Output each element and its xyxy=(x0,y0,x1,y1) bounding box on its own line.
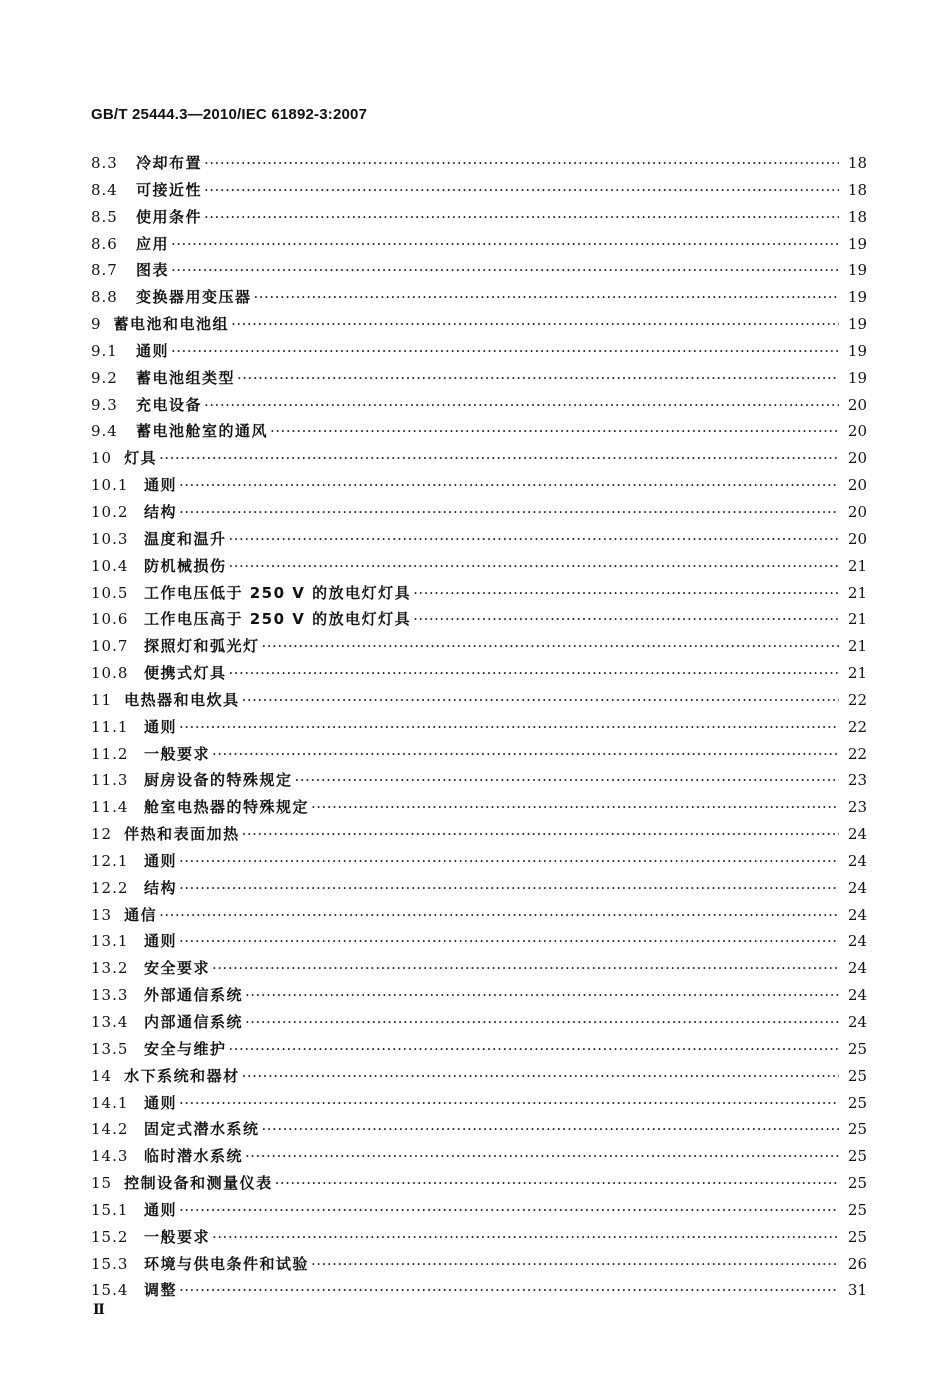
toc-entry-title: 安全与维护 xyxy=(144,1039,227,1058)
toc-entry[interactable] xyxy=(91,420,867,447)
toc-entry-number: 8.7 xyxy=(91,261,118,280)
toc-entry-page: 20 xyxy=(847,476,867,495)
dot-leader xyxy=(254,288,839,306)
toc-entry-title: 控制设备和测量仪表 xyxy=(124,1174,273,1193)
toc-entry-title: 蓄电池和电池组 xyxy=(113,315,230,334)
toc-entry-page: 20 xyxy=(847,422,867,441)
toc-entry[interactable] xyxy=(91,984,867,1011)
toc-entry-number: 15.2 xyxy=(91,1227,129,1246)
toc-entry[interactable] xyxy=(91,582,867,609)
toc-entry-page: 21 xyxy=(847,637,867,656)
toc-entry-number: 14.2 xyxy=(91,1120,129,1139)
dot-leader xyxy=(212,1228,839,1246)
document-code-header: GB/T 25444.3—2010/IEC 61892-3:2007 xyxy=(91,106,368,123)
toc-entry-number: 9.1 xyxy=(91,341,118,360)
toc-entry-number: 11.3 xyxy=(91,771,129,790)
toc-entry[interactable] xyxy=(91,689,867,716)
toc-entry-number: 8.6 xyxy=(91,234,118,253)
toc-entry-title: 外部通信系统 xyxy=(144,986,244,1005)
dot-leader xyxy=(179,718,839,736)
toc-entry-number: 15.4 xyxy=(91,1281,129,1300)
toc-entry[interactable] xyxy=(91,796,867,823)
toc-entry-title: 通则 xyxy=(144,476,178,495)
toc-entry-number: 9.4 xyxy=(91,422,118,441)
toc-entry-title: 可接近性 xyxy=(136,180,203,199)
toc-entry[interactable] xyxy=(91,555,867,582)
toc-entry[interactable] xyxy=(91,152,867,179)
toc-entry-number: 10.2 xyxy=(91,502,129,521)
dot-leader xyxy=(179,879,839,897)
toc-entry-page: 20 xyxy=(847,529,867,548)
toc-entry-number: 8.3 xyxy=(91,154,118,172)
toc-entry-number: 10 xyxy=(91,449,113,468)
dot-leader xyxy=(242,825,839,843)
toc-entry-number: 11.1 xyxy=(91,717,129,736)
toc-entry-title: 固定式潜水系统 xyxy=(144,1120,260,1139)
toc-entry-page: 22 xyxy=(847,717,867,736)
toc-entry-title: 变换器用变压器 xyxy=(136,288,252,307)
toc-entry-page: 18 xyxy=(847,207,867,226)
toc-entry-page: 18 xyxy=(847,180,867,199)
toc-entry[interactable] xyxy=(91,608,867,635)
toc-entry-number: 10.3 xyxy=(91,529,129,548)
toc-entry-page: 23 xyxy=(847,771,867,790)
toc-entry-page: 22 xyxy=(847,690,867,709)
toc-entry[interactable] xyxy=(91,1253,867,1280)
toc-entry-page: 19 xyxy=(847,368,867,387)
toc-entry-page: 21 xyxy=(847,556,867,575)
toc-entry-page: 19 xyxy=(847,261,867,280)
toc-entry-title: 冷却布置 xyxy=(136,154,203,172)
toc-entry[interactable] xyxy=(91,233,867,260)
dot-leader xyxy=(159,449,839,467)
toc-entry-page: 20 xyxy=(847,395,867,414)
toc-entry-number: 13.3 xyxy=(91,986,129,1005)
dot-leader xyxy=(237,369,839,387)
toc-entry-page: 19 xyxy=(847,315,867,334)
toc-entry-number: 8.4 xyxy=(91,180,118,199)
toc-entry-number: 10.8 xyxy=(91,664,129,683)
toc-entry[interactable] xyxy=(91,1172,867,1199)
toc-entry-title: 环境与供电条件和试验 xyxy=(144,1254,310,1273)
toc-entry[interactable] xyxy=(91,743,867,770)
toc-entry-title: 调整 xyxy=(144,1281,178,1300)
dot-leader xyxy=(179,852,839,870)
toc-entry[interactable] xyxy=(91,635,867,662)
toc-entry-page: 24 xyxy=(847,851,867,870)
toc-entry-page: 25 xyxy=(847,1120,867,1139)
toc-entry-title: 通则 xyxy=(136,341,170,360)
toc-entry[interactable] xyxy=(91,716,867,743)
toc-entry[interactable] xyxy=(91,769,867,796)
toc-entry-title: 防机械损伤 xyxy=(144,556,227,575)
dot-leader xyxy=(179,1201,839,1219)
toc-entry-title: 水下系统和器材 xyxy=(124,1066,240,1085)
dot-leader xyxy=(311,1255,839,1273)
toc-entry[interactable] xyxy=(91,286,867,313)
toc-entry-number: 13.1 xyxy=(91,932,129,951)
toc-entry-number: 11 xyxy=(91,690,113,709)
toc-entry[interactable] xyxy=(91,1199,867,1226)
toc-entry[interactable] xyxy=(91,1226,867,1253)
toc-entry-page: 23 xyxy=(847,798,867,817)
toc-entry-title: 蓄电池组类型 xyxy=(136,368,236,387)
toc-entry-number: 11.4 xyxy=(91,798,129,817)
toc-entry-title: 探照灯和弧光灯 xyxy=(144,637,260,656)
toc-entry[interactable] xyxy=(91,394,867,421)
toc-entry-page: 25 xyxy=(847,1039,867,1058)
toc-entry-number: 13.4 xyxy=(91,1013,129,1031)
dot-leader xyxy=(179,1094,839,1112)
toc-entry-title: 舱室电热器的特殊规定 xyxy=(144,798,310,817)
toc-entry-title: 内部通信系统 xyxy=(144,1013,244,1031)
toc-entry-number: 13 xyxy=(91,905,113,924)
toc-entry[interactable] xyxy=(91,1092,867,1119)
dot-leader xyxy=(245,1147,839,1165)
toc-entry-page: 24 xyxy=(847,959,867,978)
toc-entry-title: 结构 xyxy=(144,878,178,897)
toc-entry-number: 12.2 xyxy=(91,878,129,897)
dot-leader xyxy=(242,691,839,709)
dot-leader xyxy=(204,396,839,414)
toc-entry[interactable] xyxy=(91,179,867,206)
toc-entry-page: 25 xyxy=(847,1093,867,1112)
toc-entry-number: 15.1 xyxy=(91,1200,129,1219)
dot-leader xyxy=(179,503,839,521)
toc-entry-page: 26 xyxy=(847,1254,867,1273)
toc-entry[interactable] xyxy=(91,528,867,555)
toc-entry-number: 14.3 xyxy=(91,1147,129,1166)
toc-entry-title: 通则 xyxy=(144,932,178,951)
toc-entry-page: 24 xyxy=(847,825,867,844)
dot-leader xyxy=(212,959,839,977)
toc-entry-page: 24 xyxy=(847,878,867,897)
toc-entry-title: 伴热和表面加热 xyxy=(124,825,240,844)
toc-entry-number: 11.2 xyxy=(91,744,129,763)
toc-entry-number: 15.3 xyxy=(91,1254,129,1273)
dot-leader xyxy=(275,1174,839,1192)
toc-entry-page: 25 xyxy=(847,1227,867,1246)
dot-leader xyxy=(204,154,839,172)
toc-entry[interactable] xyxy=(91,904,867,931)
dot-leader xyxy=(159,906,839,924)
toc-entry-number: 13.2 xyxy=(91,959,129,978)
dot-leader xyxy=(204,181,839,199)
toc-entry-page: 20 xyxy=(847,449,867,468)
toc-entry[interactable] xyxy=(91,930,867,957)
dot-leader xyxy=(179,1281,839,1299)
toc-entry[interactable] xyxy=(91,662,867,689)
toc-entry[interactable] xyxy=(91,206,867,233)
toc-entry-number: 10.5 xyxy=(91,583,129,602)
toc-entry-page: 21 xyxy=(847,610,867,629)
toc-entry-title: 通信 xyxy=(124,905,158,924)
toc-entry-number: 9 xyxy=(91,315,102,334)
toc-entry-title: 灯具 xyxy=(124,449,158,468)
dot-leader xyxy=(179,476,839,494)
toc-entry-number: 15 xyxy=(91,1174,113,1193)
toc-entry-page: 19 xyxy=(847,341,867,360)
toc-entry[interactable] xyxy=(91,1038,867,1065)
dot-leader xyxy=(171,235,839,253)
toc-entry[interactable] xyxy=(91,823,867,850)
toc-entry-page: 25 xyxy=(847,1066,867,1085)
dot-leader xyxy=(229,664,839,682)
toc-entry-page: 25 xyxy=(847,1147,867,1166)
toc-entry-page: 24 xyxy=(847,905,867,924)
toc-entry-title: 通则 xyxy=(144,1200,178,1219)
toc-entry-number: 14.1 xyxy=(91,1093,129,1112)
toc-entry-title: 通则 xyxy=(144,1093,178,1112)
toc-entry-title: 厨房设备的特殊规定 xyxy=(144,771,293,790)
toc-entry-title: 蓄电池舱室的通风 xyxy=(136,422,269,441)
dot-leader xyxy=(413,610,839,628)
toc-entry-title: 图表 xyxy=(136,261,170,280)
dot-leader xyxy=(242,1067,839,1085)
toc-entry[interactable] xyxy=(91,340,867,367)
toc-entry-page: 19 xyxy=(847,288,867,307)
toc-entry-page: 21 xyxy=(847,583,867,602)
toc-entry[interactable] xyxy=(91,1145,867,1172)
toc-entry-number: 10.6 xyxy=(91,610,129,629)
dot-leader xyxy=(231,315,839,333)
dot-leader xyxy=(245,1013,839,1031)
toc-entry[interactable] xyxy=(91,850,867,877)
toc-entry-title: 应用 xyxy=(136,234,170,253)
toc-entry-page: 24 xyxy=(847,986,867,1005)
table-of-contents xyxy=(91,152,867,1306)
toc-entry-title: 安全要求 xyxy=(144,959,211,978)
toc-entry-number: 8.5 xyxy=(91,207,118,226)
toc-entry-page: 22 xyxy=(847,744,867,763)
toc-entry-number: 12.1 xyxy=(91,851,129,870)
toc-entry[interactable] xyxy=(91,367,867,394)
toc-entry-title: 工作电压高于 250 V 的放电灯灯具 xyxy=(144,610,412,629)
toc-entry-page: 18 xyxy=(847,154,867,172)
dot-leader xyxy=(229,530,839,548)
toc-entry-page: 24 xyxy=(847,1013,867,1031)
dot-leader xyxy=(262,1120,839,1138)
toc-entry-title: 使用条件 xyxy=(136,207,203,226)
dot-leader xyxy=(229,1040,839,1058)
dot-leader xyxy=(270,422,839,440)
toc-entry-number: 12 xyxy=(91,825,113,844)
toc-entry-number: 8.8 xyxy=(91,288,118,307)
dot-leader xyxy=(212,745,839,763)
toc-entry-title: 充电设备 xyxy=(136,395,203,414)
page-number: Ⅱ xyxy=(93,1302,105,1318)
toc-entry-page: 21 xyxy=(847,664,867,683)
dot-leader xyxy=(295,771,839,789)
toc-entry-number: 10.7 xyxy=(91,637,129,656)
toc-entry-number: 13.5 xyxy=(91,1039,129,1058)
toc-entry[interactable] xyxy=(91,501,867,528)
toc-entry-title: 温度和温升 xyxy=(144,529,227,548)
dot-leader xyxy=(179,932,839,950)
toc-entry-page: 25 xyxy=(847,1200,867,1219)
toc-entry-number: 9.2 xyxy=(91,368,118,387)
toc-entry[interactable] xyxy=(91,1279,867,1306)
toc-entry[interactable] xyxy=(91,313,867,340)
toc-entry-page: 24 xyxy=(847,932,867,951)
toc-entry-number: 14 xyxy=(91,1066,113,1085)
toc-entry-title: 通则 xyxy=(144,851,178,870)
toc-entry-title: 一般要求 xyxy=(144,1227,211,1246)
dot-leader xyxy=(262,637,839,655)
toc-entry-title: 通则 xyxy=(144,717,178,736)
toc-entry[interactable] xyxy=(91,447,867,474)
toc-entry[interactable] xyxy=(91,1118,867,1145)
toc-entry[interactable] xyxy=(91,474,867,501)
toc-entry-title: 临时潜水系统 xyxy=(144,1147,244,1166)
toc-entry-title: 工作电压低于 250 V 的放电灯灯具 xyxy=(144,583,412,602)
dot-leader xyxy=(171,342,839,360)
dot-leader xyxy=(311,798,839,816)
dot-leader xyxy=(413,584,839,602)
toc-entry-number: 10.4 xyxy=(91,556,129,575)
toc-entry-page: 25 xyxy=(847,1174,867,1193)
dot-leader xyxy=(245,986,839,1004)
toc-entry[interactable] xyxy=(91,877,867,904)
toc-entry-page: 19 xyxy=(847,234,867,253)
toc-entry[interactable] xyxy=(91,1011,867,1038)
toc-entry[interactable] xyxy=(91,259,867,286)
toc-entry-title: 便携式灯具 xyxy=(144,664,227,683)
toc-entry-number: 10.1 xyxy=(91,476,129,495)
dot-leader xyxy=(204,208,839,226)
toc-entry-page: 20 xyxy=(847,502,867,521)
dot-leader xyxy=(229,557,839,575)
toc-entry[interactable] xyxy=(91,1065,867,1092)
toc-entry-title: 电热器和电炊具 xyxy=(124,690,240,709)
toc-entry[interactable] xyxy=(91,957,867,984)
dot-leader xyxy=(171,261,839,279)
toc-entry-page: 31 xyxy=(847,1281,867,1300)
toc-entry-title: 一般要求 xyxy=(144,744,211,763)
toc-entry-title: 结构 xyxy=(144,502,178,521)
toc-entry-number: 9.3 xyxy=(91,395,118,414)
